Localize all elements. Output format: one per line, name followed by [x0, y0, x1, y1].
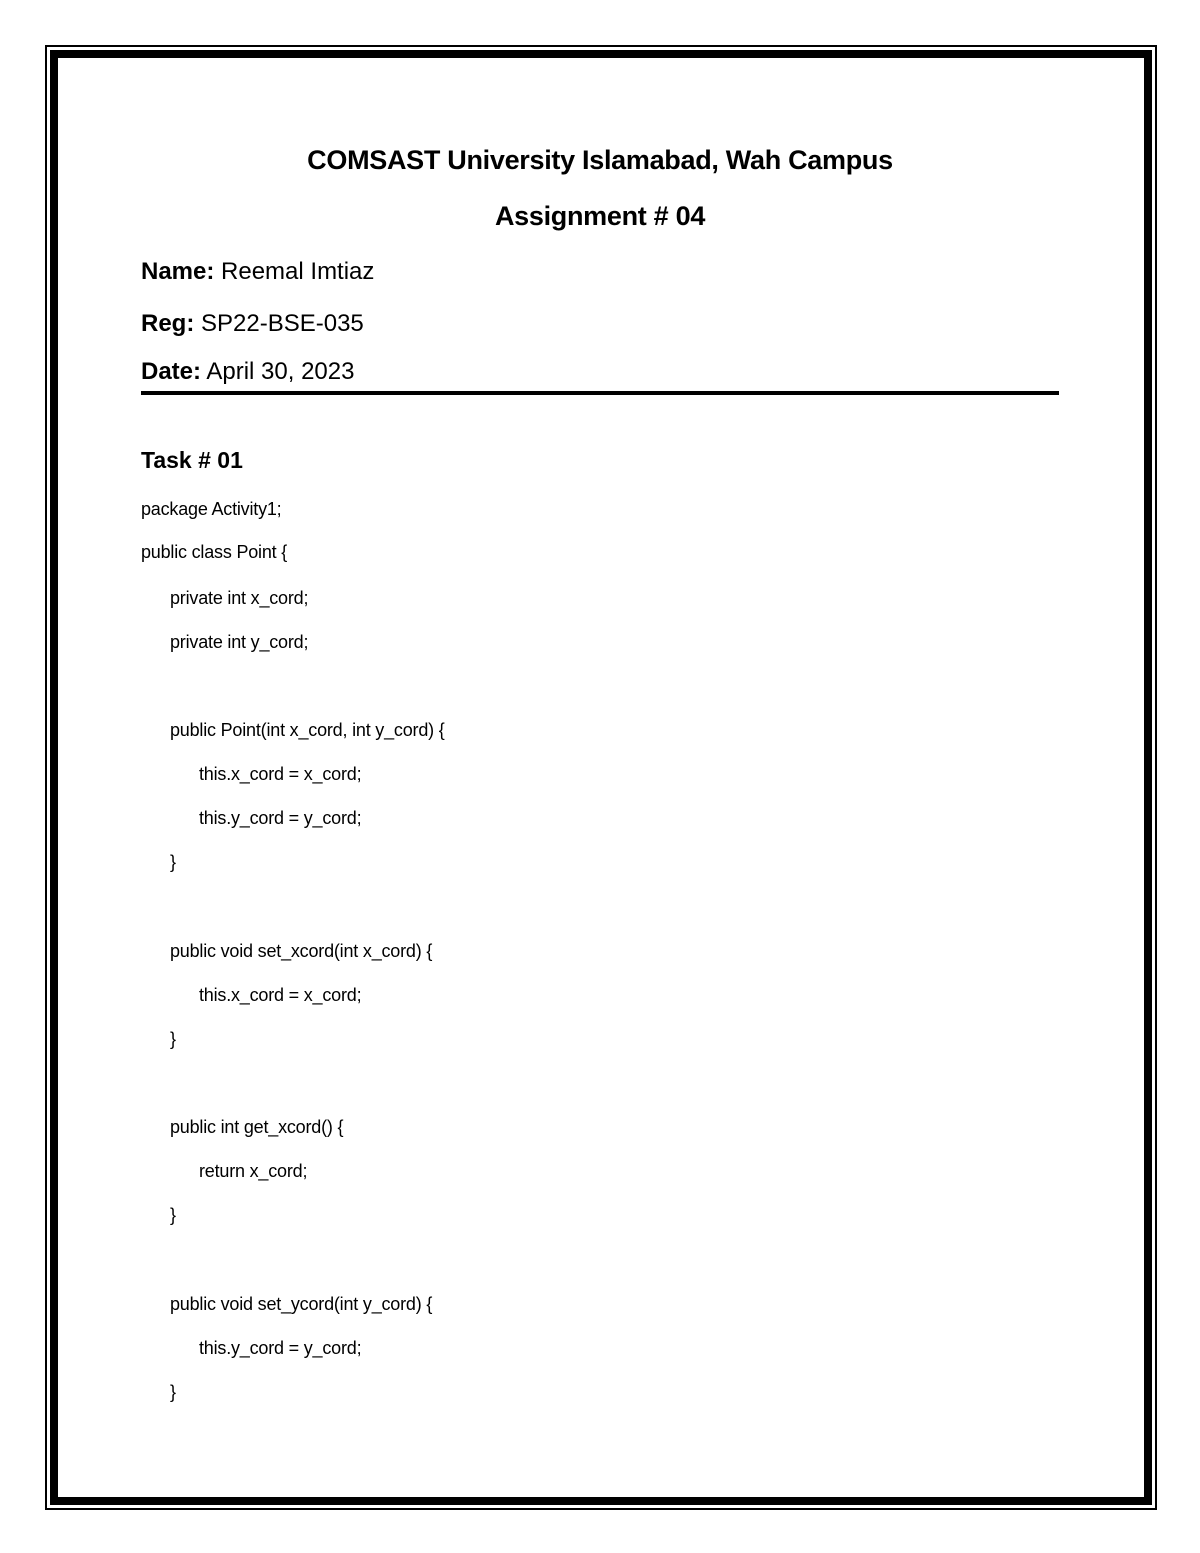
code-line: public void set_ycord(int y_cord) {: [170, 1294, 433, 1314]
date-row: [141, 358, 354, 386]
code-line: public int get_xcord() {: [170, 1117, 344, 1137]
code-line: }: [170, 1205, 176, 1225]
code-line: package Activity1;: [141, 499, 282, 519]
registration-row: [141, 310, 364, 338]
name-value: Reemal Imtiaz: [221, 258, 375, 285]
code-line: this.y_cord = y_cord;: [199, 1338, 362, 1358]
code-line: }: [170, 852, 176, 872]
code-line: public void set_xcord(int x_cord) {: [170, 941, 433, 961]
code-line: this.y_cord = y_cord;: [199, 808, 362, 828]
code-line: }: [170, 1382, 176, 1402]
task-heading: Task # 01: [141, 447, 243, 473]
code-line: return x_cord;: [199, 1161, 308, 1181]
code-line: private int y_cord;: [170, 632, 309, 652]
header-divider: [141, 391, 1059, 395]
student-name-row: [141, 258, 374, 286]
university-title: COMSAST University Islamabad, Wah Campus: [307, 145, 893, 175]
code-line: public class Point {: [141, 542, 288, 562]
assignment-title: Assignment # 04: [494, 201, 706, 231]
code-line: this.x_cord = x_cord;: [199, 985, 362, 1005]
date-value: April 30, 2023: [206, 358, 355, 385]
code-line: }: [170, 1029, 176, 1049]
code-line: this.x_cord = x_cord;: [199, 764, 362, 784]
code-line: public Point(int x_cord, int y_cord) {: [170, 720, 445, 740]
code-line: private int x_cord;: [170, 588, 309, 608]
reg-label: Reg:: [141, 310, 195, 337]
name-label: Name:: [141, 258, 215, 285]
date-label: Date:: [141, 358, 202, 385]
reg-value: SP22-BSE-035: [201, 310, 364, 337]
